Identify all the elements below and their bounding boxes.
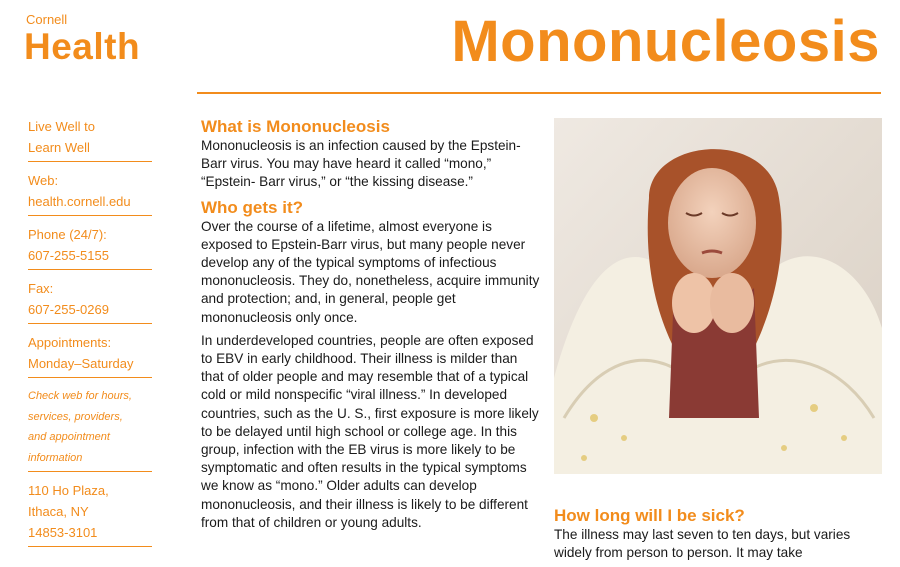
sidebar-tagline [28, 116, 152, 162]
sidebar-label: Web: [28, 173, 59, 188]
section-heading-who: Who gets it? [201, 197, 303, 217]
sidebar-line: Learn Well [28, 140, 90, 155]
section-body-howlong: The illness may last seven to ten days, but varies widely from person to person. It may take [554, 527, 851, 561]
brand-name-small: Cornell [26, 12, 68, 27]
sidebar-note-line: and appointment [28, 431, 110, 443]
sidebar-web [28, 170, 152, 216]
sidebar-label: Fax: [28, 281, 54, 296]
section-heading-howlong: How long will I be sick? [554, 506, 745, 525]
right-column [554, 505, 884, 567]
section-body-what: Mononucleosis is an infection caused by the Epstein-Barr virus. You may have heard it called “mono,” “Epstein- Barr virus,” or “the kissing disease.” [201, 138, 521, 190]
sidebar-label: Appointments: [28, 335, 112, 350]
sidebar-fax [28, 278, 152, 324]
title-divider [197, 92, 881, 94]
sidebar-note [28, 386, 152, 472]
sidebar-label: Phone (24/7): [28, 227, 107, 242]
appointment-days: Monday–Saturday [28, 356, 134, 371]
section-body-who-1: Over the course of a lifetime, almost everyone is exposed to Epstein-Barr virus, but many people never develop any of the typical symptoms of infectious mononucleosis. They do, nonetheless, acquire immunity and protection; and, in general, people get mononucleosis only once. [201, 218, 540, 325]
address-line: Ithaca, NY [28, 504, 89, 519]
section-body-who-2: In underdeveloped countries, people are often exposed to EBV in early childhood. Their illness is milder than that of older people and may resemble that of a typical cold or mild nonspecific “viral illness.” In developed countries, such as the U. S., first exposure is more likely to be delayed until high school or college age. In this group, infection with the EB virus is more likely to be symptomatic and often results in the typical symptoms we know as “mono.” Older adults can develop mononucleosis, and their illness is likely to be different from that of children or young adults. [201, 332, 539, 530]
main-column [201, 116, 541, 537]
address-line: 110 Ho Plaza, [28, 483, 109, 498]
phone-number: 607-255-5155 [28, 248, 109, 263]
address-line: 14853-3101 [28, 525, 98, 540]
sidebar-note-line: Check web for hours, [28, 390, 132, 402]
web-link[interactable]: health.cornell.edu [28, 194, 131, 209]
sidebar-line: Live Well to [28, 119, 95, 134]
contact-sidebar [28, 116, 152, 555]
page-title: Mononucleosis [451, 9, 880, 74]
sidebar-note-line: services, providers, [28, 410, 123, 423]
section-heading-what: What is Mononucleosis [201, 117, 390, 136]
sidebar-address [28, 480, 152, 547]
sidebar-appointments [28, 332, 152, 378]
sidebar-note-line: information [28, 451, 83, 464]
photo-illustration [554, 118, 882, 474]
fax-number: 607-255-0269 [28, 302, 109, 317]
brand-name-large: Health [24, 26, 141, 67]
sick-woman-photo [554, 118, 882, 474]
sidebar-phone [28, 224, 152, 270]
